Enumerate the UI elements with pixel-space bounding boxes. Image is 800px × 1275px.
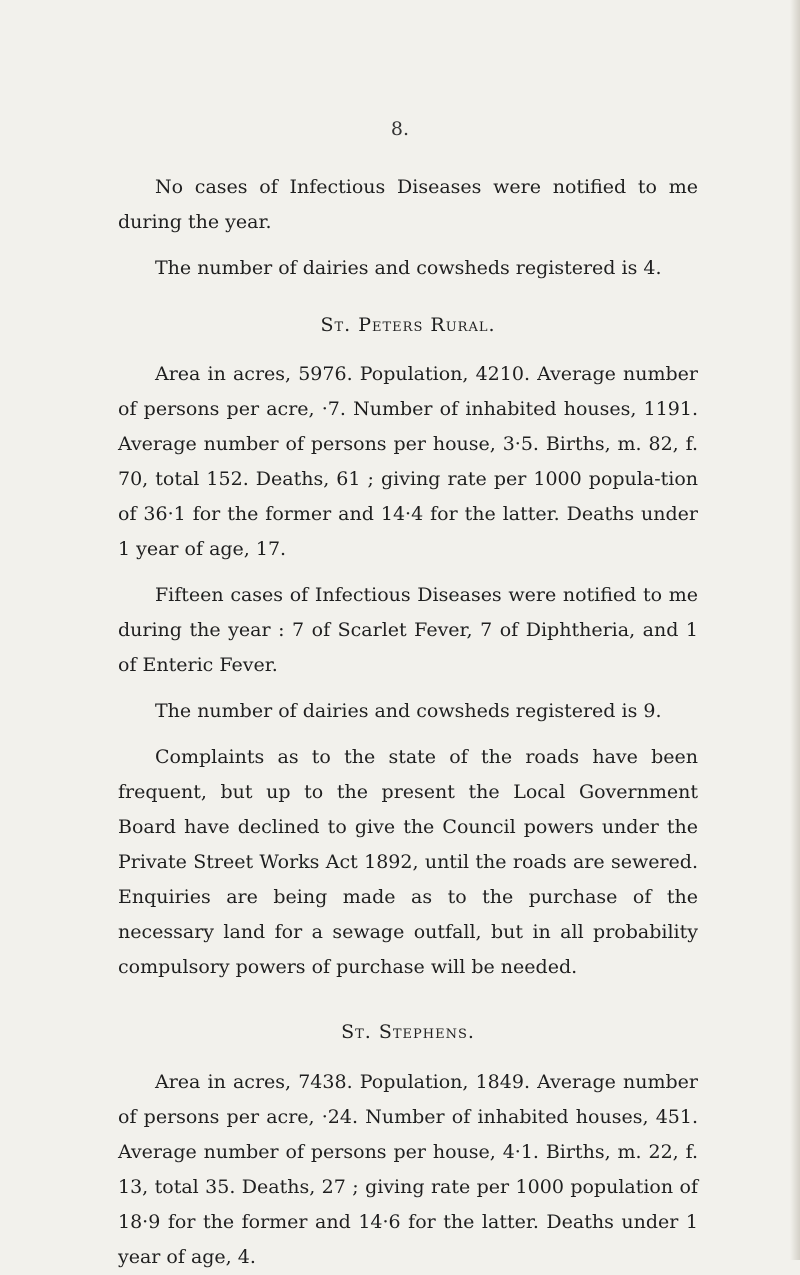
paragraph-st-stephens-statistics: Area in acres, 7438. Population, 1849. Average number of persons per acre, ·24. Number of inhabited houses, 451. Average number of persons per house, 4·1. Births, m. 22, f. 13, total 35. Deaths, 27 ; giving rate per 1000 population of 18·9 for the former and 14·6 for the latter. Deaths under 1 year of age, 4. — [118, 1071, 698, 1268]
page-edge-shadow — [790, 0, 800, 1260]
paragraph-st-peters-roads: Complaints as to the state of the roads have been frequent, but up to the present the Local Government Board have declined to give the Council powers under the Private Street Works Act 1892, until the roads are sewered. Enquiries are being made as to the purchase of the necessary land for a sewage outfall, but in all probability compulsory powers of purchase will be needed. — [118, 746, 698, 978]
paragraph-st-peters-statistics: Area in acres, 5976. Population, 4210. Average number of persons per acre, ·7. Number of inhabited houses, 1191. Average number of persons per house, 3·5. Births, m. 82, f. 70, total 152. Deaths, 61 ; giving rate per 1000 popula-tion of 36·1 for the former and 14·4 for the latter. Deaths under 1 year of age, 17. — [118, 363, 698, 560]
page-body — [118, 170, 698, 1275]
paragraph-st-peters-infectious: Fifteen cases of Infectious Diseases were notified to me during the year : 7 of Scarlet Fever, 7 of Diphtheria, and 1 of Enteric Fever. — [118, 584, 698, 676]
page-number: 8. — [390, 118, 410, 140]
paragraph-st-peters-dairies: The number of dairies and cowsheds registered is 9. — [155, 700, 662, 722]
section-heading-st-peters: St. Peters Rural. — [320, 314, 496, 336]
paragraph-intro-2: The number of dairies and cowsheds registered is 4. — [155, 257, 662, 279]
paragraph-intro-1: No cases of Infectious Diseases were notified to me during the year. — [118, 176, 698, 233]
section-heading-st-stephens: St. Stephens. — [341, 1021, 475, 1043]
